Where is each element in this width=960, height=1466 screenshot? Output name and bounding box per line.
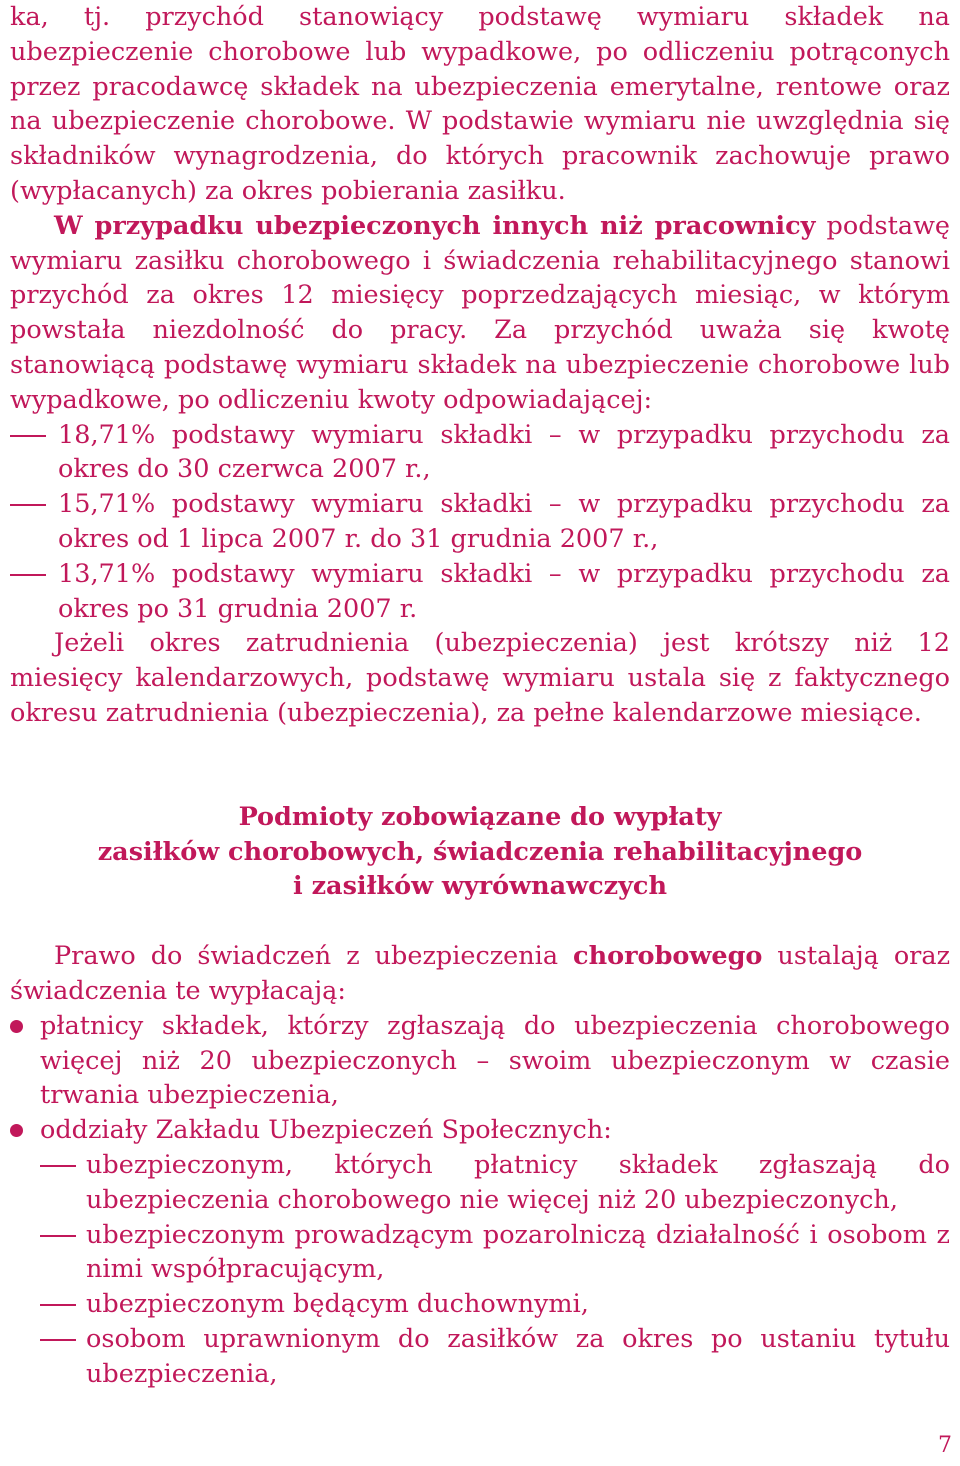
dash-marker (10, 435, 46, 437)
paragraph-4-bold: chorobowego (573, 941, 763, 972)
rate-list-item (10, 418, 950, 488)
paragraph-4-after: ustalają oraz świadczenia te wypłacają: (10, 941, 951, 1006)
section-heading-line-1: Podmioty zobowiązane do wypłaty (238, 801, 722, 832)
zus-sub-list-item-text: ubezpieczonym prowadzącym pozarolniczą działalność i osobom z nimi współpracującym, (86, 1219, 950, 1285)
zus-sub-list (40, 1148, 950, 1392)
payer-list (10, 1009, 950, 1392)
section-heading-line-2: zasiłków chorobowych, świadczenia rehabilitacyjnego (97, 836, 863, 867)
section-heading-line-3: i zasiłków wyrównawczych (293, 871, 667, 902)
paragraph-3: Jeżeli okres zatrudnienia (ubezpieczenia) jest krótszy niż 12 miesięcy kalendarzowych, podstawę wymiaru ustala się z faktycznego okresu zatrudnienia (ubezpieczenia), za pełne kalendarzowe miesiące. (10, 628, 950, 728)
dash-marker (10, 504, 46, 506)
zus-sub-list-item (40, 1287, 950, 1322)
rate-list-item (10, 487, 950, 557)
payer-list-item-text: oddziały Zakładu Ubezpieczeń Społecznych: (40, 1115, 612, 1146)
bullet-dot (10, 1020, 23, 1033)
zus-sub-list-item-text: osobom uprawnionym do zasiłków za okres po ustaniu tytułu ubezpieczenia, (86, 1323, 950, 1389)
zus-sub-list-item (40, 1218, 950, 1288)
rate-list-item (10, 557, 950, 627)
section-heading (10, 800, 950, 904)
bullet-dot (10, 1124, 23, 1137)
dash-marker (40, 1304, 76, 1306)
dash-marker (10, 574, 46, 576)
payer-list-item-text: płatnicy składek, którzy zgłaszają do ubezpieczenia chorobowego więcej niż 20 ubezpieczonych – swoim ubezpieczonym w czasie trwania ubezpieczenia, (40, 1010, 950, 1111)
dash-marker (40, 1165, 76, 1167)
rate-list-item-text: 13,71% podstawy wymiaru składki – w przypadku przychodu za okres po 31 grudnia 2007 r. (58, 558, 950, 624)
rate-list-item-text: 18,71% podstawy wymiaru składki – w przypadku przychodu za okres do 30 czerwca 2007 r., (58, 419, 950, 485)
paragraph-1: ka, tj. przychód stanowiący podstawę wymiaru składek na ubezpieczenie chorobowe lub wypadkowe, po odliczeniu potrąconych przez pracodawcę składek na ubezpieczenia emerytalne, rentowe oraz na ubezpieczenie chorobowe. W podstawie wymiaru nie uwzględnia się składników wynagrodzenia, do których pracownik zachowuje prawo (wypłacanych) za okres pobierania zasiłku. (10, 2, 950, 206)
paragraph-4-before: Prawo do świadczeń z ubezpieczenia (54, 941, 574, 972)
document-page (10, 0, 950, 1391)
paragraph-4 (10, 939, 950, 1009)
dash-marker (40, 1235, 76, 1237)
page-number: 7 (938, 1433, 952, 1458)
payer-list-item (10, 1113, 950, 1391)
zus-sub-list-item-text: ubezpieczonym, których płatnicy składek zgłaszają do ubezpieczenia chorobowego nie więcej niż 20 ubezpieczonych, (86, 1149, 950, 1215)
rate-list-item-text: 15,71% podstawy wymiaru składki – w przypadku przychodu za okres od 1 lipca 2007 r. do 31 grudnia 2007 r., (58, 489, 950, 554)
rate-list (10, 418, 950, 627)
paragraph-2 (10, 209, 950, 418)
zus-sub-list-item-text: ubezpieczonym będącym duchownymi, (86, 1289, 589, 1320)
paragraph-2-text: podstawę wymiaru zasiłku chorobowego i świadczenia rehabilitacyjnego stanowi przychód za okres 12 miesięcy poprzedzających miesiąc, w którym powstała niezdolność do pracy. Za przychód uważa się kwotę stanowiącą podstawę wymiaru składek na ubezpieczenie chorobowe lub wypadkowe, po odliczeniu kwoty odpowiadającej: (10, 210, 950, 415)
zus-sub-list-item (40, 1322, 950, 1392)
paragraph-2-bold-lead: W przypadku ubezpieczonych innych niż pracownicy (54, 210, 816, 241)
zus-sub-list-item (40, 1148, 950, 1218)
payer-list-item (10, 1009, 950, 1113)
dash-marker (40, 1339, 76, 1341)
